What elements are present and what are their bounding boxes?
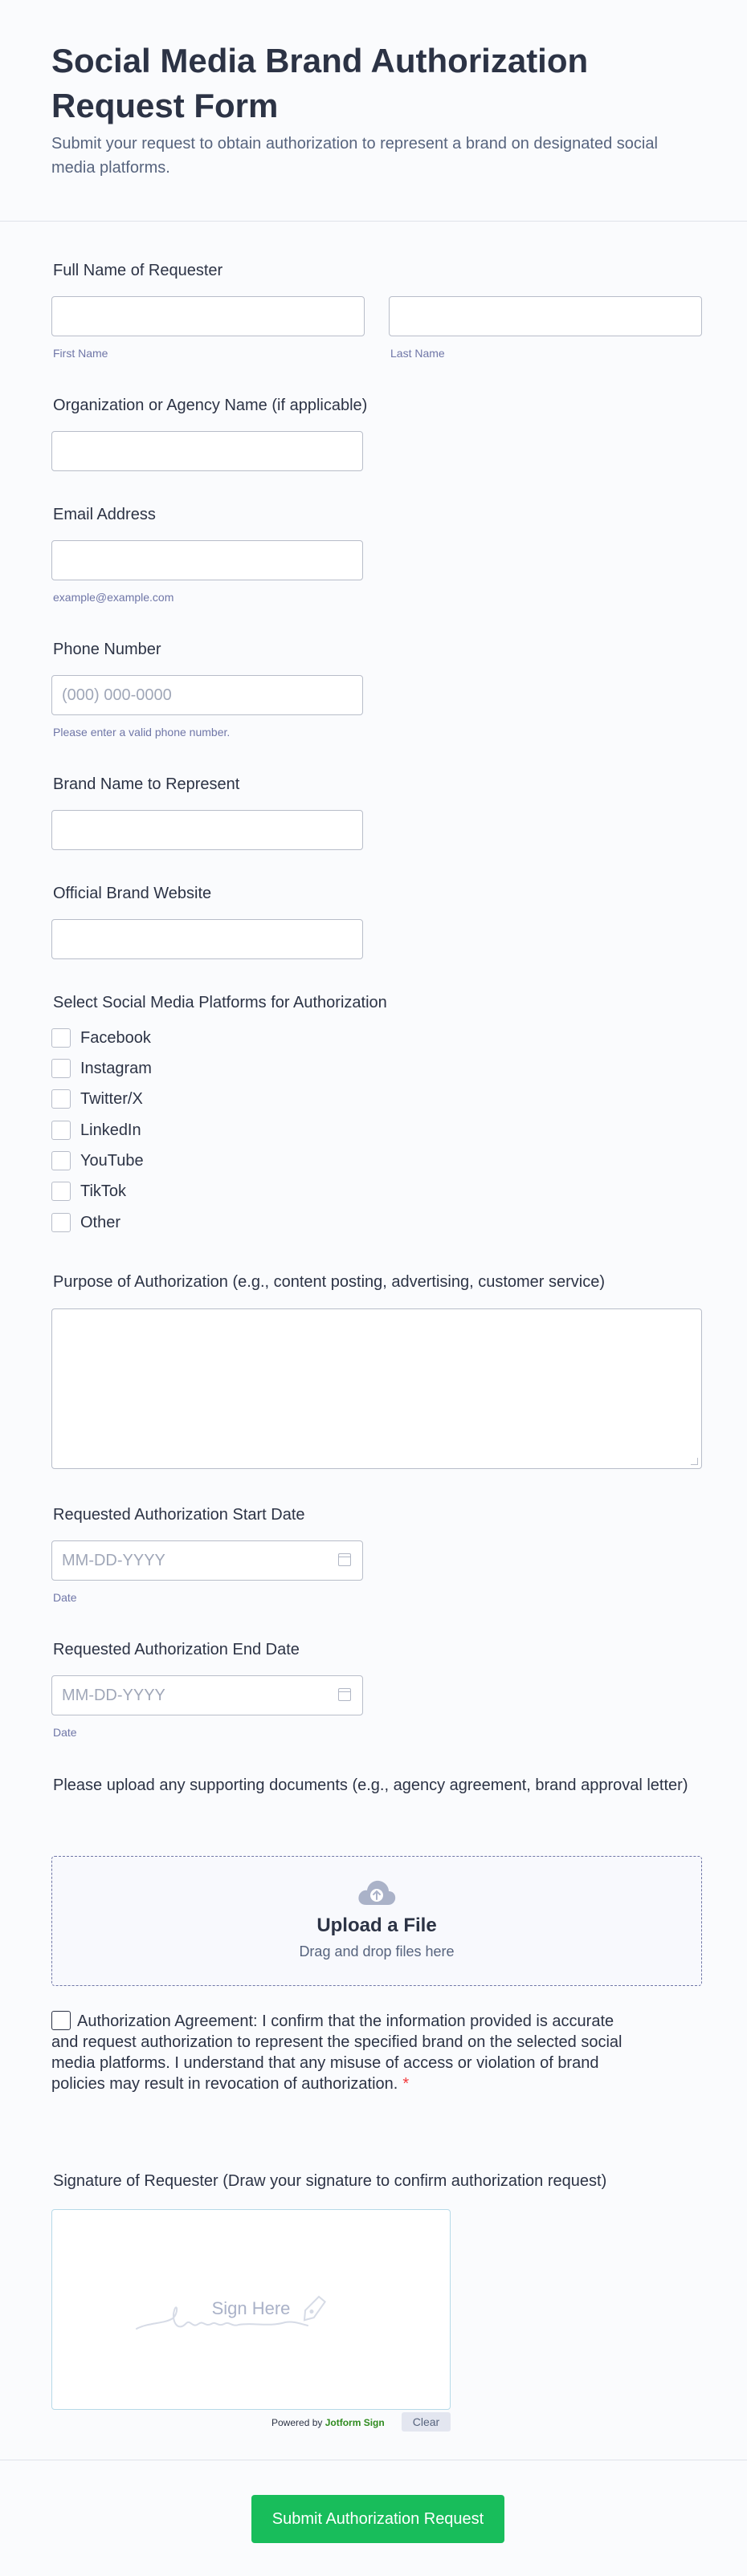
phone-sublabel: Please enter a valid phone number. [53, 726, 231, 739]
file-upload-dropzone[interactable] [51, 1856, 702, 1986]
end-date-sublabel: Date [53, 1726, 77, 1739]
signature-squiggle-icon [133, 2282, 374, 2346]
platform-option-facebook[interactable]: Facebook [51, 1028, 151, 1048]
purpose-textarea[interactable] [51, 1308, 702, 1469]
jotform-sign-brand: Jotform Sign [325, 2417, 385, 2428]
email-label: Email Address [53, 506, 156, 523]
start-date-input[interactable] [51, 1540, 363, 1581]
cloud-upload-icon [357, 1878, 397, 1907]
sign-here-placeholder: Sign Here [211, 2298, 291, 2318]
organization-input[interactable] [51, 431, 363, 471]
calendar-icon[interactable] [338, 1688, 351, 1701]
upload-label: Please upload any supporting documents (e.g., agency agreement, brand approval letter) [53, 1776, 688, 1794]
clear-signature-button[interactable]: Clear [402, 2412, 451, 2432]
platform-option-instagram[interactable]: Instagram [51, 1058, 152, 1079]
organization-label: Organization or Agency Name (if applicable) [53, 397, 368, 414]
checkbox[interactable] [51, 1059, 71, 1078]
phone-label: Phone Number [53, 641, 161, 658]
first-name-sublabel: First Name [53, 347, 108, 360]
phone-input[interactable] [51, 675, 363, 715]
signature-label: Signature of Requester (Draw your signature to confirm authorization request) [53, 2172, 607, 2190]
brand-name-input[interactable] [51, 810, 363, 850]
checkbox[interactable] [51, 1089, 71, 1109]
brand-name-label: Brand Name to Represent [53, 775, 240, 793]
calendar-icon[interactable] [338, 1553, 351, 1566]
brand-website-input[interactable] [51, 919, 363, 959]
authorization-agreement [51, 2011, 630, 2094]
email-input[interactable] [51, 540, 363, 580]
last-name-input[interactable] [389, 296, 702, 336]
form-header [0, 0, 747, 222]
upload-subtitle: Drag and drop files here [299, 1943, 455, 1959]
agreement-checkbox[interactable] [51, 2011, 71, 2030]
upload-title: Upload a File [316, 1915, 437, 1936]
checkbox[interactable] [51, 1028, 71, 1048]
full-name-label: Full Name of Requester [53, 262, 223, 279]
form-body [0, 222, 747, 2528]
phone-placeholder: (000) 000-0000 [62, 686, 172, 704]
required-mark: * [402, 2075, 410, 2093]
end-date-label: Requested Authorization End Date [53, 1641, 300, 1658]
checkbox[interactable] [51, 1213, 71, 1232]
brand-website-label: Official Brand Website [53, 885, 212, 902]
platform-option-other[interactable]: Other [51, 1212, 120, 1233]
checkbox[interactable] [51, 1151, 71, 1170]
submit-button[interactable]: Submit Authorization Request [251, 2495, 504, 2543]
first-name-input[interactable] [51, 296, 365, 336]
form-description: Submit your request to obtain authorization to represent a brand on designated social media platforms. [51, 135, 658, 177]
powered-by: Powered by Jotform Sign [271, 2417, 385, 2428]
platforms-label: Select Social Media Platforms for Authorization [53, 994, 387, 1011]
checkbox[interactable] [51, 1121, 71, 1140]
agreement-text: Authorization Agreement: I confirm that the information provided is accurate and request authorization to represent the specified brand on the selected social media platforms. I understand that any misuse of access or violation of brand policies may result in revocation of authorization. [51, 2012, 622, 2093]
end-date-input[interactable] [51, 1675, 363, 1715]
checkbox[interactable] [51, 1182, 71, 1201]
start-date-label: Requested Authorization Start Date [53, 1506, 305, 1524]
start-date-sublabel: Date [53, 1591, 77, 1604]
form-title: Social Media Brand Authorization Request Form [51, 42, 589, 124]
end-date-placeholder: MM-DD-YYYY [62, 1686, 165, 1704]
purpose-label: Purpose of Authorization (e.g., content posting, advertising, customer service) [53, 1273, 606, 1291]
signature-pad[interactable] [51, 2209, 451, 2410]
last-name-sublabel: Last Name [390, 347, 445, 360]
platform-option-linkedin[interactable]: LinkedIn [51, 1120, 141, 1141]
start-date-placeholder: MM-DD-YYYY [62, 1551, 165, 1569]
email-sublabel: example@example.com [53, 591, 174, 604]
platform-option-tiktok[interactable]: TikTok [51, 1181, 126, 1202]
platform-option-twitter[interactable]: Twitter/X [51, 1089, 143, 1109]
platform-option-youtube[interactable]: YouTube [51, 1150, 144, 1171]
